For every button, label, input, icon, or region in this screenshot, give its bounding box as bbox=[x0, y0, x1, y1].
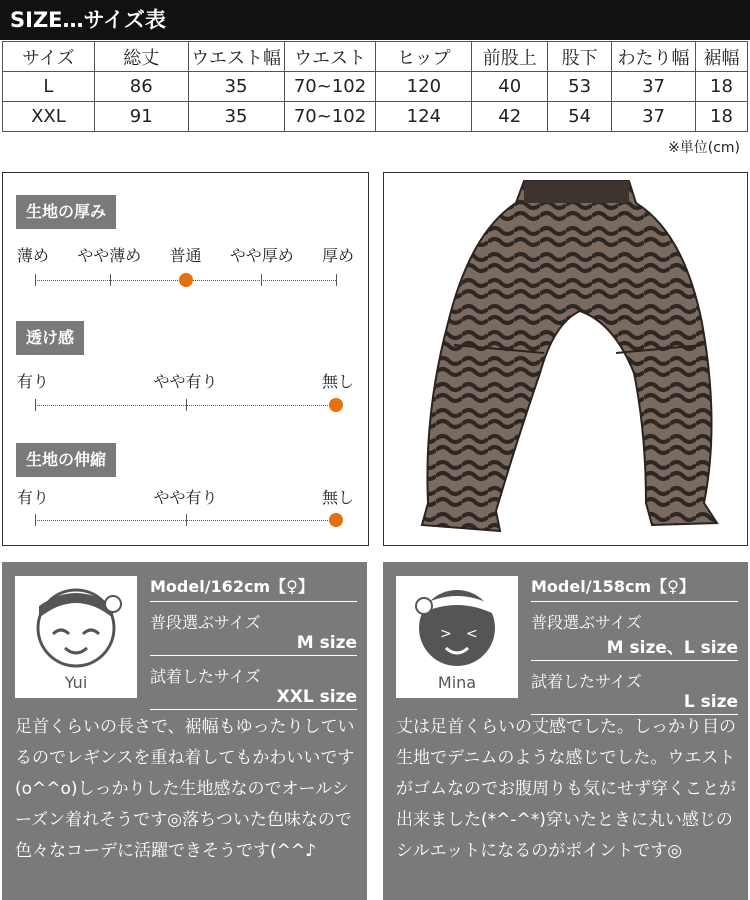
scale-tick bbox=[35, 274, 36, 286]
scale-label: やや有り bbox=[153, 372, 218, 391]
product-photo bbox=[383, 172, 748, 546]
scale-tick bbox=[336, 274, 337, 286]
scale-label: 厚め bbox=[322, 246, 355, 265]
usual-size-label: 普段選ぶサイズ bbox=[531, 613, 642, 632]
sheer-scale bbox=[35, 398, 336, 412]
table-cell: 91 bbox=[94, 102, 188, 132]
model-info bbox=[150, 574, 357, 710]
scale-label: 薄め bbox=[16, 246, 49, 265]
scale-label: 有り bbox=[16, 372, 49, 391]
table-cell: 124 bbox=[376, 102, 472, 132]
stretch-scale bbox=[35, 513, 336, 527]
thickness-tag: 生地の厚み bbox=[16, 195, 116, 229]
size-table-header bbox=[3, 42, 748, 72]
thickness-marker bbox=[179, 273, 193, 287]
avatar-name: Mina bbox=[437, 673, 477, 692]
stretch-labels bbox=[16, 485, 355, 505]
scale-tick bbox=[110, 274, 111, 286]
usual-size-value: M size bbox=[150, 633, 357, 656]
usual-size-value: M size、L size bbox=[531, 633, 738, 661]
review-card-mina bbox=[383, 562, 748, 900]
header-cell: サイズ bbox=[3, 42, 95, 72]
table-cell: XXL bbox=[3, 102, 95, 132]
sheer-tag: 透け感 bbox=[16, 321, 84, 355]
tried-size-value: XXL size bbox=[150, 687, 357, 710]
table-cell: 35 bbox=[188, 102, 284, 132]
tried-size-label: 試着したサイズ bbox=[150, 667, 261, 686]
scale-label: 有り bbox=[16, 488, 49, 507]
table-cell: 37 bbox=[612, 102, 696, 132]
table-row bbox=[3, 72, 748, 102]
svg-text:<: < bbox=[466, 626, 478, 642]
table-cell: 120 bbox=[376, 72, 472, 102]
scale-label: やや有り bbox=[153, 488, 218, 507]
table-cell: 70~102 bbox=[284, 72, 376, 102]
table-cell: L bbox=[3, 72, 95, 102]
scale-label: 無し bbox=[322, 488, 355, 507]
model-info bbox=[531, 574, 738, 715]
header-cell: 裾幅 bbox=[695, 42, 747, 72]
table-cell: 37 bbox=[612, 72, 696, 102]
pants-illustration bbox=[384, 173, 747, 545]
table-cell: 54 bbox=[548, 102, 612, 132]
scale-label: 普通 bbox=[169, 246, 202, 265]
avatar bbox=[396, 576, 518, 698]
size-chart-title: SIZE…サイズ表 bbox=[0, 0, 750, 40]
header-cell: 股下 bbox=[548, 42, 612, 72]
review-comment: 足首くらいの長さで、裾幅もゆったりしているのでレギンスを重ね着してもかわいいです(o^^o)しっかりした生地感なのでオールシーズン着れそうです◎落ちついた色味なので色々なコーデに活躍できそうです(^^♪ bbox=[15, 717, 355, 861]
svg-text:>: > bbox=[440, 626, 452, 642]
scale-label: 無し bbox=[322, 372, 355, 391]
scale-label: やや厚め bbox=[229, 246, 294, 265]
avatar-name: Yui bbox=[64, 673, 88, 692]
fabric-panel bbox=[2, 172, 369, 546]
thickness-scale bbox=[35, 273, 336, 287]
model-height: Model/158cm【♀】 bbox=[531, 574, 738, 602]
scale-tick bbox=[35, 514, 36, 526]
model-height: Model/162cm【♀】 bbox=[150, 574, 357, 602]
scale-tick bbox=[261, 274, 262, 286]
unit-note: ※単位(cm) bbox=[668, 140, 740, 156]
table-cell: 18 bbox=[695, 102, 747, 132]
sheer-labels bbox=[16, 369, 355, 389]
review-card-yui bbox=[2, 562, 367, 900]
header-cell: わたり幅 bbox=[612, 42, 696, 72]
thickness-labels bbox=[16, 243, 355, 263]
waistband bbox=[524, 181, 629, 203]
tried-size-label: 試着したサイズ bbox=[531, 672, 642, 691]
scale-label: やや薄め bbox=[77, 246, 142, 265]
table-cell: 18 bbox=[695, 72, 747, 102]
scale-tick bbox=[35, 399, 36, 411]
avatar bbox=[15, 576, 137, 698]
header-cell: 総丈 bbox=[94, 42, 188, 72]
table-cell: 40 bbox=[472, 72, 548, 102]
table-cell: 86 bbox=[94, 72, 188, 102]
table-cell: 53 bbox=[548, 72, 612, 102]
size-table bbox=[2, 41, 748, 132]
table-row bbox=[3, 102, 748, 132]
scale-tick bbox=[186, 399, 187, 411]
table-cell: 42 bbox=[472, 102, 548, 132]
usual-size-label: 普段選ぶサイズ bbox=[150, 613, 261, 632]
table-cell: 70~102 bbox=[284, 102, 376, 132]
table-cell: 35 bbox=[188, 72, 284, 102]
header-cell: 前股上 bbox=[472, 42, 548, 72]
header-cell: ヒップ bbox=[376, 42, 472, 72]
stretch-tag: 生地の伸縮 bbox=[16, 443, 116, 477]
header-cell: ウエスト幅 bbox=[188, 42, 284, 72]
tried-size-value: L size bbox=[531, 692, 738, 715]
sheer-marker bbox=[329, 398, 343, 412]
review-comment: 丈は足首くらいの丈感でした。しっかり目の生地でデニムのような感じでした。ウエストがゴムなのでお腹周りも気にせず穿くことが出来ました(*^-^*)穿いたときに丸い感じのシルエットになるのがポイントです◎ bbox=[396, 717, 736, 861]
scale-tick bbox=[186, 514, 187, 526]
stretch-marker bbox=[329, 513, 343, 527]
header-cell: ウエスト bbox=[284, 42, 376, 72]
